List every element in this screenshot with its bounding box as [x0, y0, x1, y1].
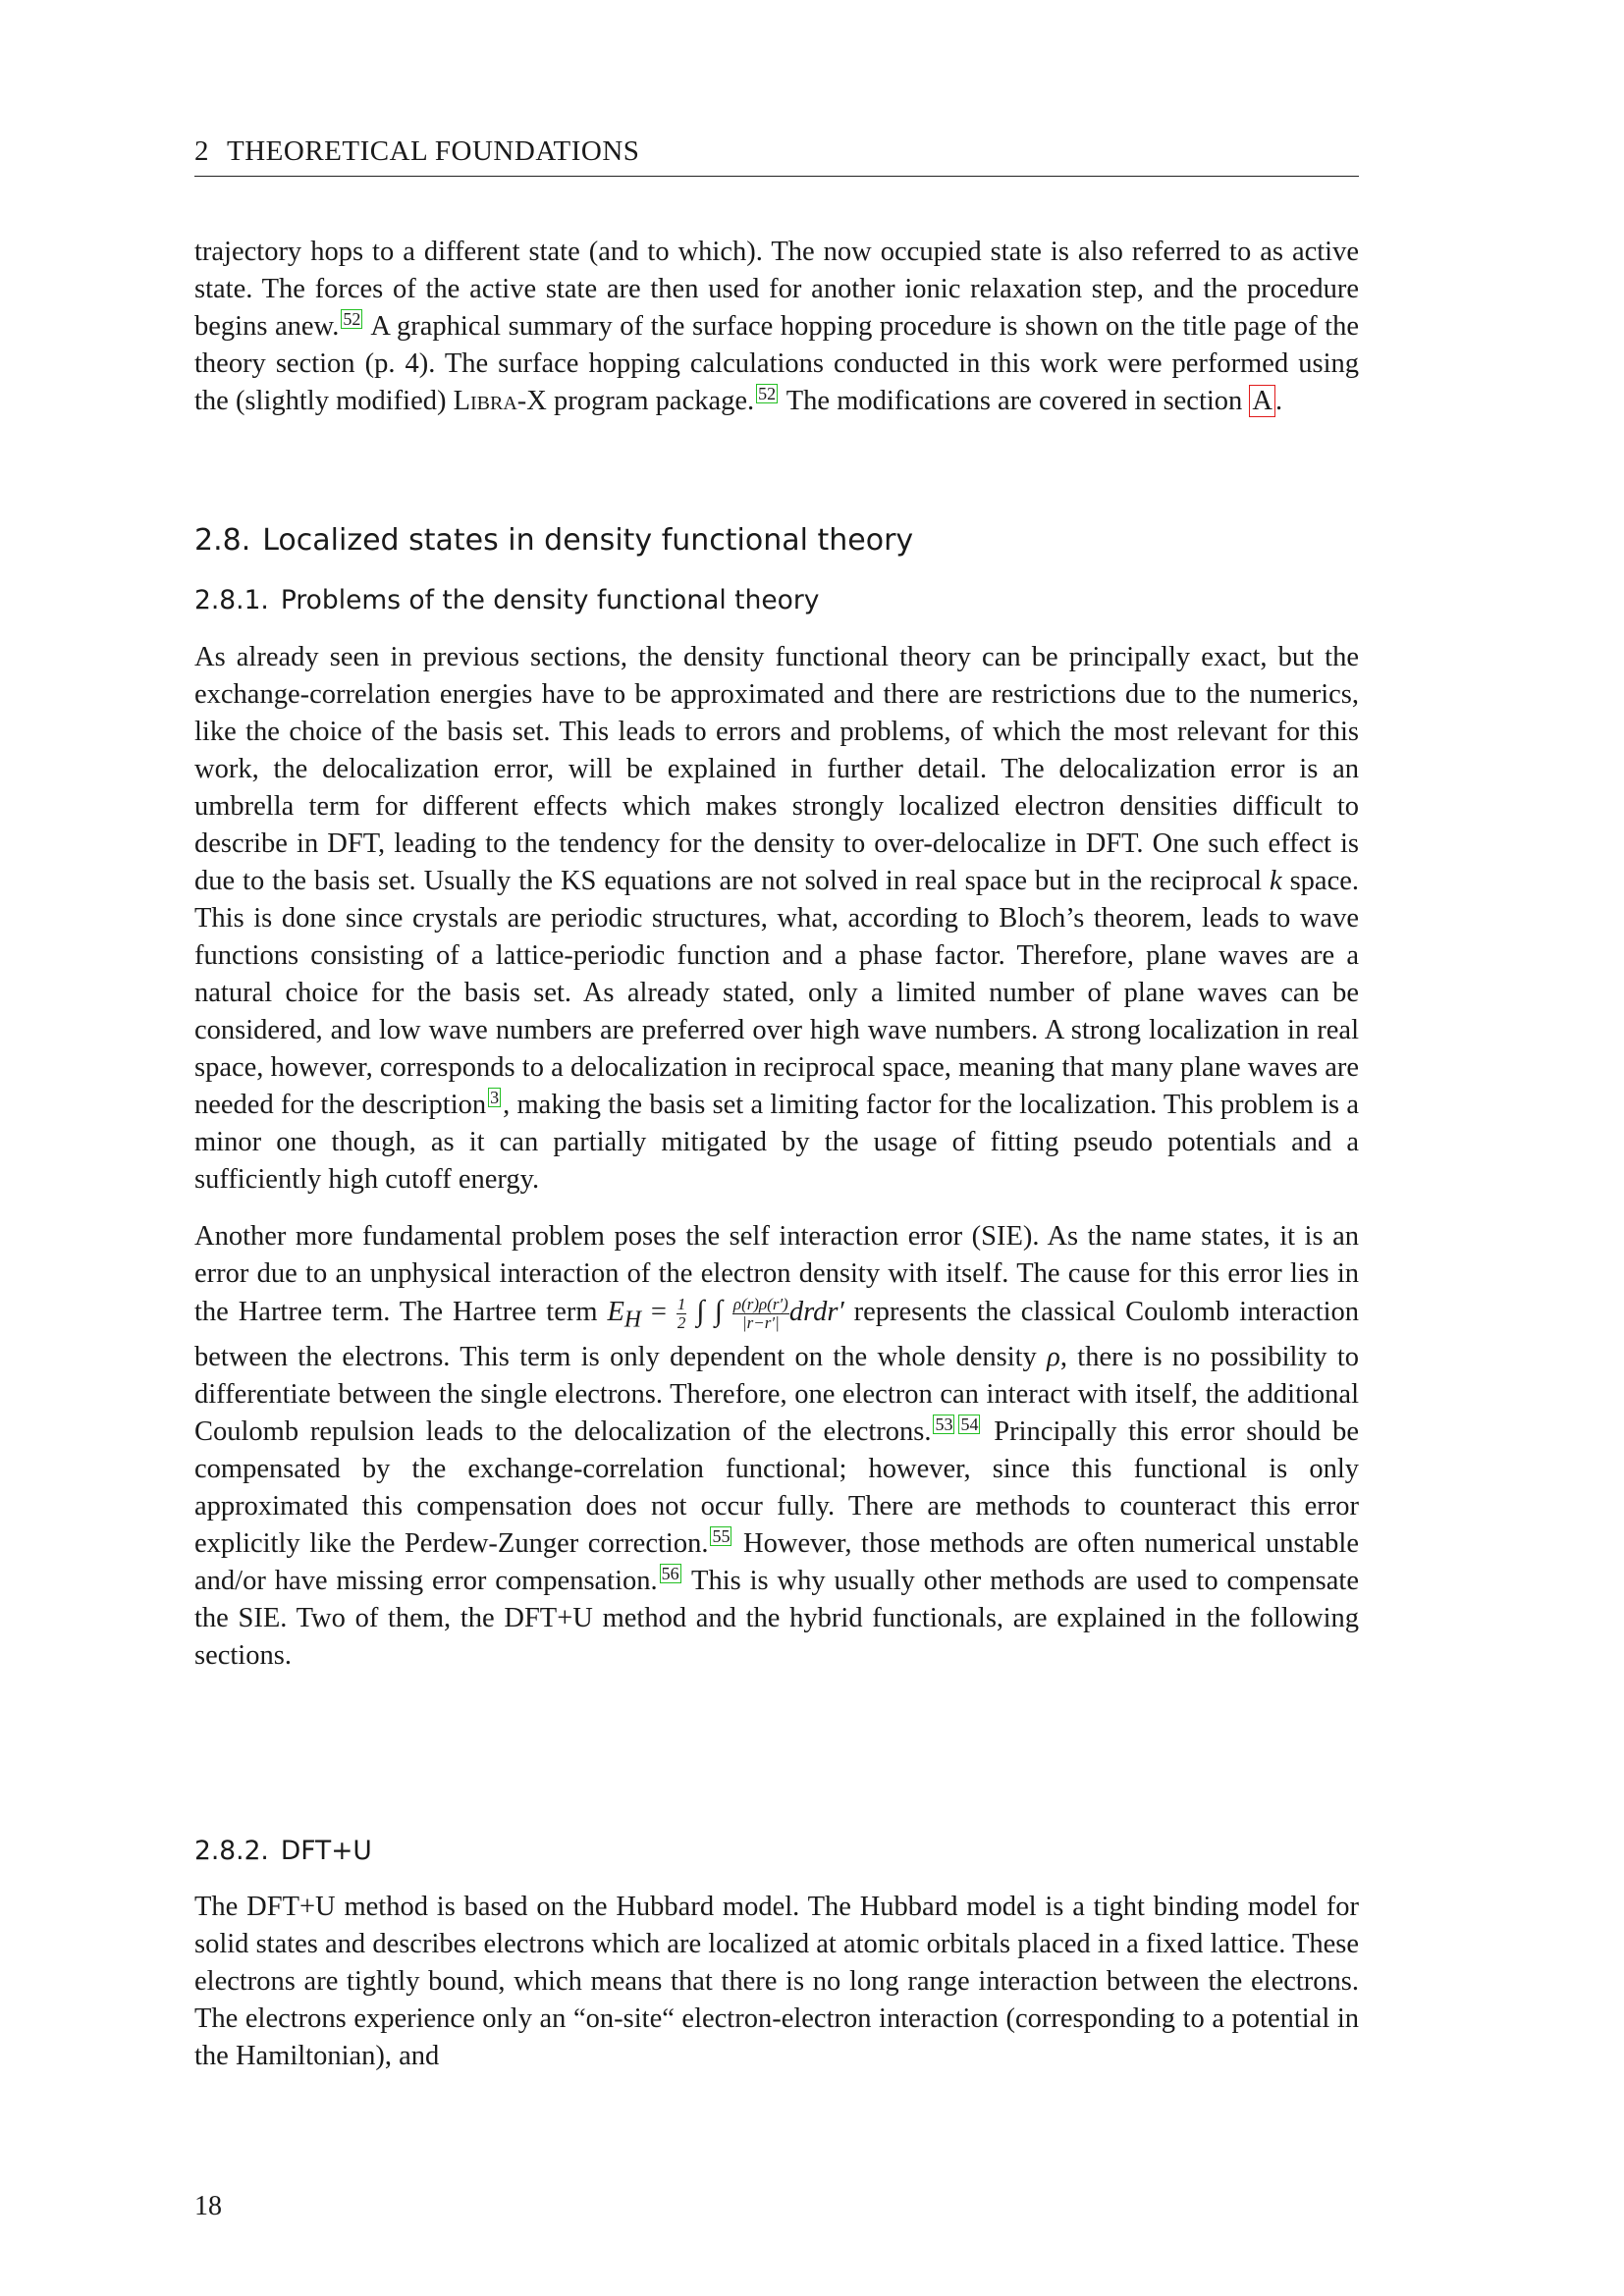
citation-link[interactable]: 52	[343, 309, 361, 329]
subsection-heading-2-8-2: 2.8.2. DFT+U	[194, 1836, 372, 1866]
section-heading-2-8: 2.8. Localized states in density functional theory	[194, 523, 914, 558]
paragraph: Another more fundamental problem poses the self interaction error (SIE). As the name states, it is an error due to an unphysical interaction of the electron density with itself. The cause for this error lies in the Hartree term. The Hartree term $E_H$ = $\frac{1}{2}$ ∫ ∫ $\frac{\rho(r)\rho(r')}{|r-r'|}$ drdr′ represents the classical Coulomb interaction between the electrons. This term is only dependent on the whole density ρ, there is no possibility to differentiate between the single electrons. Therefore, one electron can interact with itself, the additional Coulomb repulsion leads to the delocalization of the electrons. 53 54 Principally this error should be compensated by the exchange-correlation functional; however, since this functional is only approximated this compensation does not occur fully. There are methods to counteract this error explicitly like the Perdew-Zunger correction. 55 However, those methods are often numerical unstable and/or have missing error compensation. 56 This is why usually other methods are used to compensate the SIE. Two of them, the DFT+U method and the hybrid functionals, are explained in the following sections.	[194, 1221, 1360, 1671]
citation-link[interactable]: 52	[758, 384, 777, 403]
section-reference-link[interactable]: A	[1249, 385, 1275, 417]
paragraph: The DFT+U method is based on the Hubbard model. The Hubbard model is a tight binding model for solid states and describes electrons which are localized at atomic orbitals placed in a fixed lattice. These electrons are tightly bound, which means that there is no long range interaction between the electrons. The electrons experience only an “on-site“ electron-electron interaction (corresponding to a potential in the Hamiltonian), and	[194, 1892, 1359, 2071]
section-body-2-8-1	[194, 639, 1359, 1694]
paragraph: As already seen in previous sections, the density functional theory can be principally exact, but the exchange-correlation energies have to be approximated and there are restrictions due to the numerics, like the choice of the basis set. This leads to errors and problems, of which the most relevant for this work, the delocalization error, will be explained in further detail. The delocalization error is an umbrella term for different effects which makes strongly localized electron densities difficult to describe in DFT, leading to the tendency for the density to over-delocalize in DFT. One such effect is due to the basis set. Usually the KS equations are not solved in real space but in the reciprocal k space. This is done since crystals are periodic structures, what, according to Bloch’s theorem, leads to wave functions consisting of a lattice-periodic function and a phase factor. Therefore, plane waves are a natural choice for the basis set. As already stated, only a limited number of plane waves can be considered, and low wave numbers are preferred over high wave numbers. A strong localization in real space, however, corresponds to a delocalization in reciprocal space, meaning that many plane waves are needed for the description 3 , making the basis set a limiting factor for the localization. This problem is a minor one though, as it can partially mitigated by the usage of fitting pseudo potentials and a sufficiently high cutoff energy.	[194, 642, 1359, 1195]
citation-link[interactable]: 54	[960, 1414, 979, 1434]
software-name: Libra	[453, 386, 517, 416]
math-symbol: ρ	[1047, 1341, 1060, 1372]
running-header	[194, 135, 1359, 177]
math-symbol: k	[1269, 866, 1282, 896]
hartree-equation: $E_H$ = $\frac{1}{2}$ ∫ ∫ $\frac{\rho(r)\rho(r')}{|r-r'|}$ drdr′	[607, 1294, 844, 1333]
citation-link[interactable]: 53	[935, 1414, 953, 1434]
citation-link[interactable]: 55	[712, 1525, 731, 1546]
page-number: 18	[194, 2191, 222, 2221]
chapter-number: 2	[194, 135, 209, 167]
subsection-heading-2-8-1: 2.8.1. Problems of the density functional theory	[194, 585, 820, 615]
citation-link[interactable]: 56	[661, 1563, 679, 1583]
chapter-title: THEORETICAL FOUNDATIONS	[227, 135, 640, 167]
section-body-2-8-2	[194, 1889, 1359, 2095]
citation-link[interactable]: 3	[490, 1088, 500, 1107]
intro-paragraph: trajectory hops to a different state (and to which). The now occupied state is also referred to as active state. The forces of the active state are then used for another ionic relaxation step, and the procedure begins anew. 52 A graphical summary of the surface hopping procedure is shown on the title page of the theory section (p. 4). The surface hopping calculations conducted in this work were performed using the (slightly modified) Libra-X program package. 52 The modifications are covered in section A .	[194, 237, 1359, 416]
